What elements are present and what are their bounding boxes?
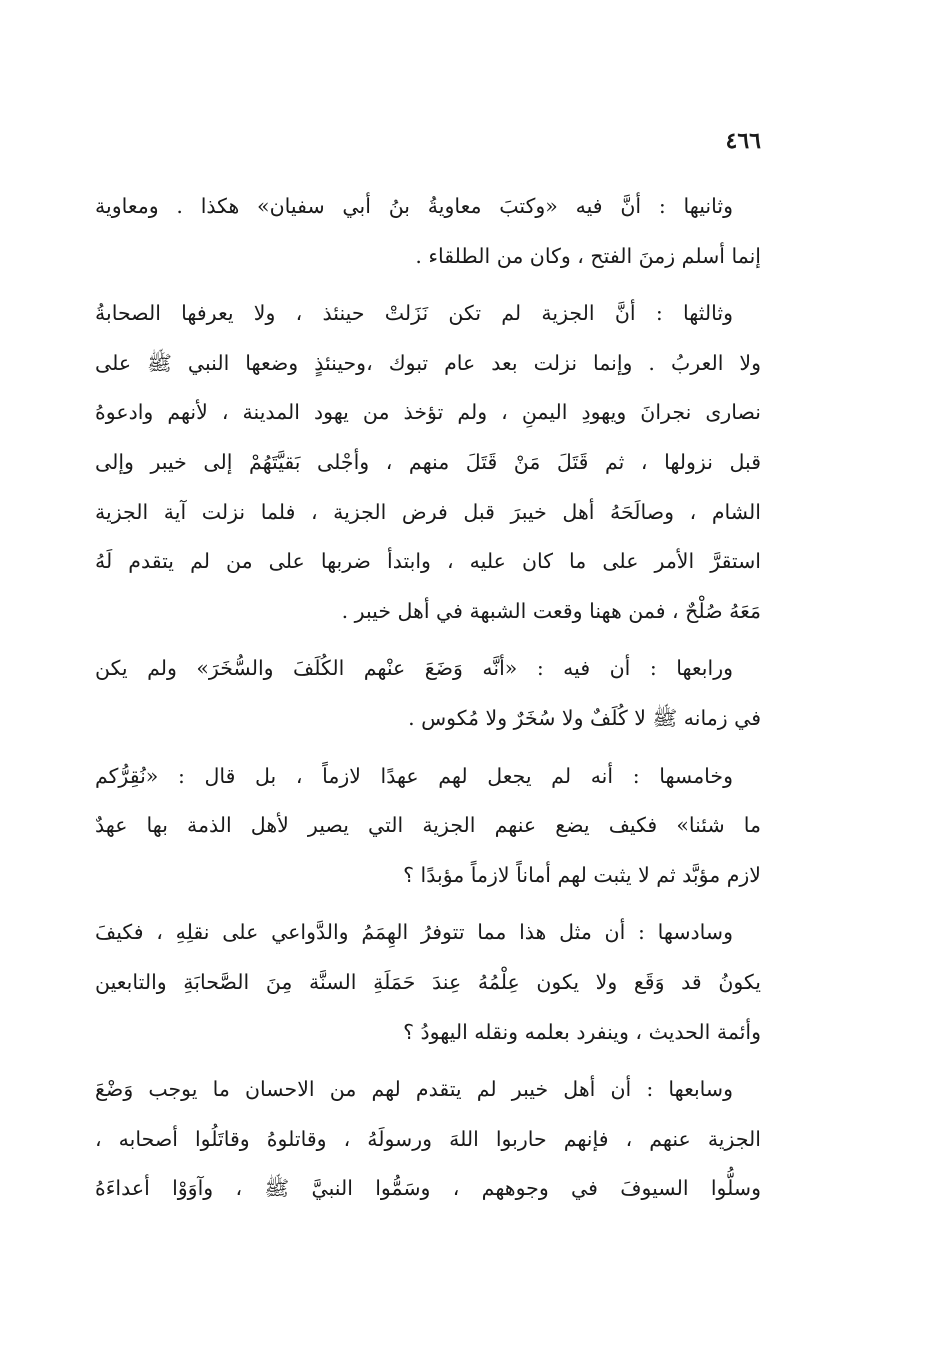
document-page bbox=[95, 120, 761, 1240]
page-number: ٤٦٦ bbox=[725, 128, 761, 154]
text-line: ما شئنا» فكيف يضع عنهم الجزية التي يصير لأهل الذمة بها عهدٌ bbox=[95, 813, 761, 838]
text-line: الشام ، وصالَحَهُ أهل خيبرَ قبل فرض الجزية ، فلما نزلت آية الجزية bbox=[95, 499, 761, 524]
paragraph-seventh-reason bbox=[95, 1065, 761, 1214]
text-line: الجزية عنهم ، فإنهم حاربوا اللهَ ورسولَهُ ، وقاتلوهُ وقاتَلُوا أصحابه ، bbox=[95, 1126, 761, 1151]
paragraph-second-reason bbox=[95, 182, 761, 281]
text-line: وسادسها : أن مثل هذا مما تتوفرُ الهِمَمُ والدَّواعي على نقلِهِ ، فكيفَ bbox=[95, 920, 733, 945]
text-line: نصارى نجرانَ ويهودِ اليمنِ ، ولم تؤخذ من يهود المدينة ، لأنهم وادعوهُ bbox=[95, 400, 761, 425]
text-line: ورابعها : أن فيه : «أنَّه وَضَعَ عنْهم الكُلَفَ والسُّخَرَ» ولم يكن bbox=[95, 656, 733, 681]
text-line: وثانيها : أنَّ فيه «وكتبَ معاويةُ بنُ أبي سفيان» هكذا . ومعاوية bbox=[95, 194, 733, 218]
text-line: قبل نزولها ، ثم قَتَلَ مَنْ قَتَلَ منهم ، وأجْلى بَقيَّتَهُمْ إلى خيبر وإلى bbox=[95, 449, 761, 474]
body-text bbox=[95, 182, 761, 1222]
text-line: يكونُ قد وَقَع ولا يكون عِلْمُهُ عِندَ حَمَلَةِ السنَّة مِنَ الصَّحابَةِ والتابعين bbox=[95, 969, 761, 994]
text-line: وأئمة الحديث ، وينفرد بعلمه ونقله اليهودُ ؟ bbox=[403, 1019, 761, 1044]
paragraph-sixth-reason bbox=[95, 908, 761, 1057]
text-line: مَعَهُ صُلْحٌ ، فمن ههنا وقعت الشبهة في أهل خيبر . bbox=[341, 598, 761, 623]
text-line: استقرَّ الأمر على ما كان عليه ، وابتدأ ضربها على من لم يتقدم لَهُ bbox=[95, 549, 761, 574]
paragraph-fourth-reason bbox=[95, 644, 761, 743]
text-line: ولا العربُ . وإنما نزلت بعد عام تبوك ،وحينئذٍ وضعها النبي ﷺ على bbox=[95, 350, 761, 375]
text-line: إنما أسلم زمنَ الفتح ، وكان من الطلقاء . bbox=[415, 243, 761, 268]
text-line: لازم مؤبَّد ثم لا يثبت لهم أماناً لازماً مؤبدًا ؟ bbox=[403, 862, 761, 887]
paragraph-fifth-reason bbox=[95, 752, 761, 901]
text-line: وثالثها : أنَّ الجزية لم تكن نَزَلتْ حينئذ ، ولا يعرفها الصحابةُ bbox=[95, 301, 733, 326]
text-line: وسلُّوا السيوفَ في وجوههم ، وسَمُّوا النبيَّ ﷺ ، وآوَوْا أعداءَهُ bbox=[95, 1176, 761, 1201]
text-line: وسابعها : أن أهل خيبر لم يتقدم لهم من الاحسان ما يوجب وَضْعَ bbox=[95, 1077, 733, 1102]
paragraph-third-reason bbox=[95, 289, 761, 636]
text-line: في زمانه ﷺ لا كُلَفٌ ولا سُخَرٌ ولا مُكوس . bbox=[408, 705, 761, 730]
text-line: وخامسها : أنه لم يجعل لهم عهدًا لازماً ، بل قال : «نُقِرُّكم bbox=[95, 763, 733, 788]
